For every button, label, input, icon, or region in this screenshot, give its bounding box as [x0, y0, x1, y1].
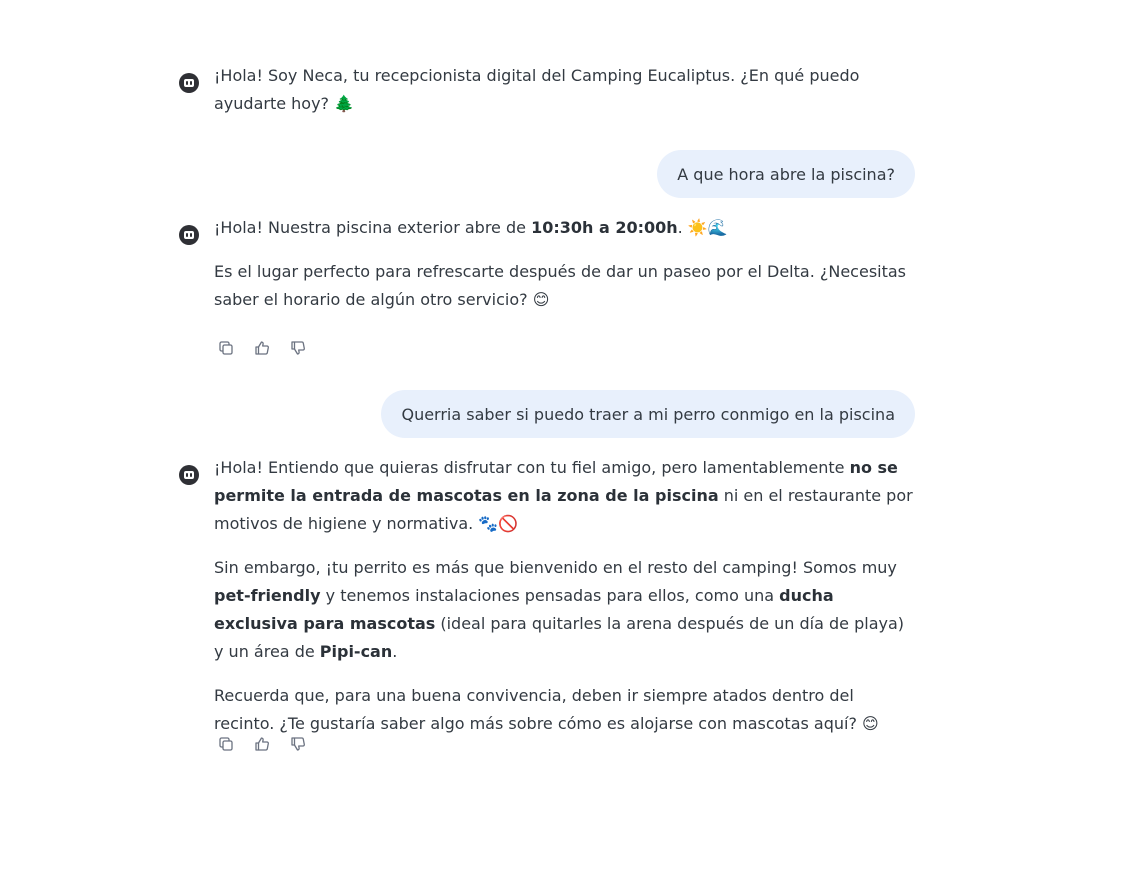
robot-avatar-icon — [179, 465, 199, 485]
text-span: ¡Hola! Entiendo que quieras disfrutar con tu fiel amigo, pero lamentablemente — [214, 458, 850, 477]
message-paragraph: Recuerda que, para una buena convivencia, deben ir siempre atados dentro del recinto. ¿Te gustaría saber algo más sobre cómo es alojarse con mascotas aquí? 😊 — [214, 686, 879, 733]
like-button[interactable] — [250, 336, 274, 360]
bot-message-content — [214, 214, 914, 314]
thumbs-up-icon — [254, 340, 270, 356]
text-span: (ideal para quitarles la arena después de un día de playa) y un área de — [214, 614, 905, 661]
robot-avatar-icon — [179, 225, 199, 245]
bold-span: 10:30h a 20:00h — [531, 218, 678, 237]
text-span: ¡Hola! Nuestra piscina exterior abre de — [214, 218, 532, 237]
copy-button[interactable] — [214, 732, 238, 756]
bold-span: Pipi-can — [319, 642, 393, 661]
text-span: ni en el restaurante por motivos de higiene y normativa. 🐾🚫 — [214, 486, 913, 533]
text-span: y tenemos instalaciones pensadas para ellos, como una — [320, 586, 780, 605]
message-actions — [214, 336, 310, 360]
user-message-bubble: Querria saber si puedo traer a mi perro conmigo en la piscina — [381, 390, 915, 438]
text-span: . — [392, 642, 398, 661]
message-paragraph: Es el lugar perfecto para refrescarte después de dar un paseo por el Delta. ¿Necesitas saber el horario de algún otro servicio? 😊 — [214, 262, 907, 309]
dislike-button[interactable] — [286, 336, 310, 360]
copy-icon — [218, 736, 234, 752]
message-text: ¡Hola! Soy Neca, tu recepcionista digital del Camping Eucaliptus. ¿En qué puedo ayudarte hoy? 🌲 — [214, 66, 860, 113]
copy-icon — [218, 340, 234, 356]
bot-message-content — [214, 454, 914, 738]
thumbs-up-icon — [254, 736, 270, 752]
thumbs-down-icon — [290, 736, 306, 752]
bold-span: pet-friendly — [214, 586, 321, 605]
copy-button[interactable] — [214, 336, 238, 360]
message-actions — [214, 732, 310, 756]
message-paragraph — [214, 454, 914, 538]
robot-avatar-icon — [179, 73, 199, 93]
dislike-button[interactable] — [286, 732, 310, 756]
bot-message-content — [214, 62, 914, 118]
like-button[interactable] — [250, 732, 274, 756]
bold-span: no se permite la entrada de mascotas en la zona de la piscina — [214, 458, 898, 505]
user-message-bubble: A que hora abre la piscina? — [657, 150, 915, 198]
bold-span: ducha exclusiva para mascotas — [214, 586, 834, 633]
thumbs-down-icon — [290, 340, 306, 356]
text-span: Sin embargo, ¡tu perrito es más que bienvenido en el resto del camping! Somos muy — [214, 558, 897, 577]
message-paragraph — [214, 214, 914, 242]
message-paragraph — [214, 554, 914, 666]
text-span: . ☀️🌊 — [677, 218, 728, 237]
